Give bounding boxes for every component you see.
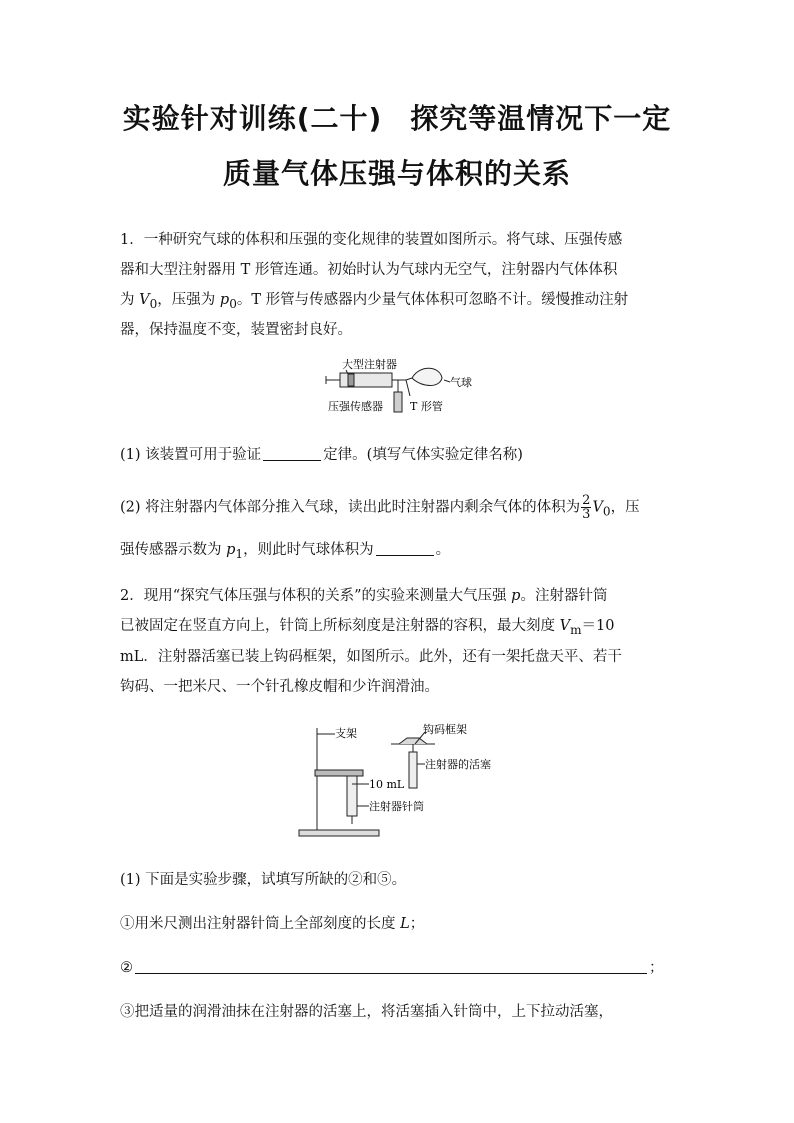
label-balloon: 气球 <box>450 376 472 389</box>
label-sensor: 压强传感器 <box>328 400 383 413</box>
title-part-a: 实验针对训练(二十) <box>122 102 383 135</box>
label-t-tube: T 形管 <box>410 400 443 413</box>
figure-syringe-stand <box>295 722 495 842</box>
q1-sub1: (1) 该装置可用于验证 定律。(填写气体实验定律名称) <box>120 447 523 463</box>
fraction-two-thirds: $\frac{2}{3}$ <box>582 493 591 522</box>
q1-line1: 1．一种研究气球的体积和压强的变化规律的装置如图所示。将气球、压强传感 <box>120 232 623 248</box>
label-10ml: 10 mL <box>369 778 405 791</box>
page-title-line1 <box>0 97 794 137</box>
q1-line3: 为 $V_0$，压强为 $p_0$。T 形管与传感器内少量气体体积可忽略不计。缓慢推动注射 <box>120 292 629 311</box>
answer-blank-2[interactable] <box>376 541 434 556</box>
q2-line4: 钩码、一把米尺、一个针孔橡皮帽和少许润滑油。 <box>120 679 439 695</box>
q1-sub2: (2) 将注射器内气体部分推入气球，读出此时注射器内剩余气体的体积为 $\frac{2}{3}$ $V_0$，压 <box>120 493 640 522</box>
title-part-b: 探究等温情况下一定 <box>410 102 672 135</box>
q2-line1: 2．现用“探究气体压强与体积的关系”的实验来测量大气压强 p。注射器针筒 <box>120 588 608 604</box>
q2-step1: ①用米尺测出注射器针筒上全部刻度的长度 L； <box>120 916 425 932</box>
label-barrel: 注射器针筒 <box>369 800 424 813</box>
q1-line4: 器，保持温度不变，装置密封良好。 <box>120 322 352 338</box>
q1-line2: 器和大型注射器用 T 形管连通。初始时认为气球内无空气，注射器内气体体积 <box>120 262 618 278</box>
q2-step2: ② ； <box>120 960 664 976</box>
q1-sub2-line2: 强传感器示数为 $p_1$，则此时气球体积为 。 <box>120 542 451 561</box>
label-piston: 注射器的活塞 <box>425 758 491 771</box>
q2-line2: 已被固定在竖直方向上，针筒上所标刻度是注射器的容积，最大刻度 $V_m=10$ <box>120 618 615 637</box>
figure-syringe-balloon <box>320 356 480 418</box>
answer-blank-step2[interactable] <box>135 959 647 974</box>
q2-sub1: (1) 下面是实验步骤，试填写所缺的②和⑤。 <box>120 872 407 888</box>
page-title-line2: 质量气体压强与体积的关系 <box>222 157 571 190</box>
label-stand: 支架 <box>335 727 357 740</box>
q2-line3: mL．注射器活塞已装上钩码框架，如图所示。此外，还有一架托盘天平、若干 <box>120 649 622 665</box>
label-syringe: 大型注射器 <box>342 358 397 371</box>
label-weight-frame: 钩码框架 <box>423 723 467 736</box>
answer-blank-1[interactable] <box>263 446 321 461</box>
q2-step3: ③把适量的润滑油抹在注射器的活塞上，将活塞插入针筒中，上下拉动活塞， <box>120 1004 613 1020</box>
